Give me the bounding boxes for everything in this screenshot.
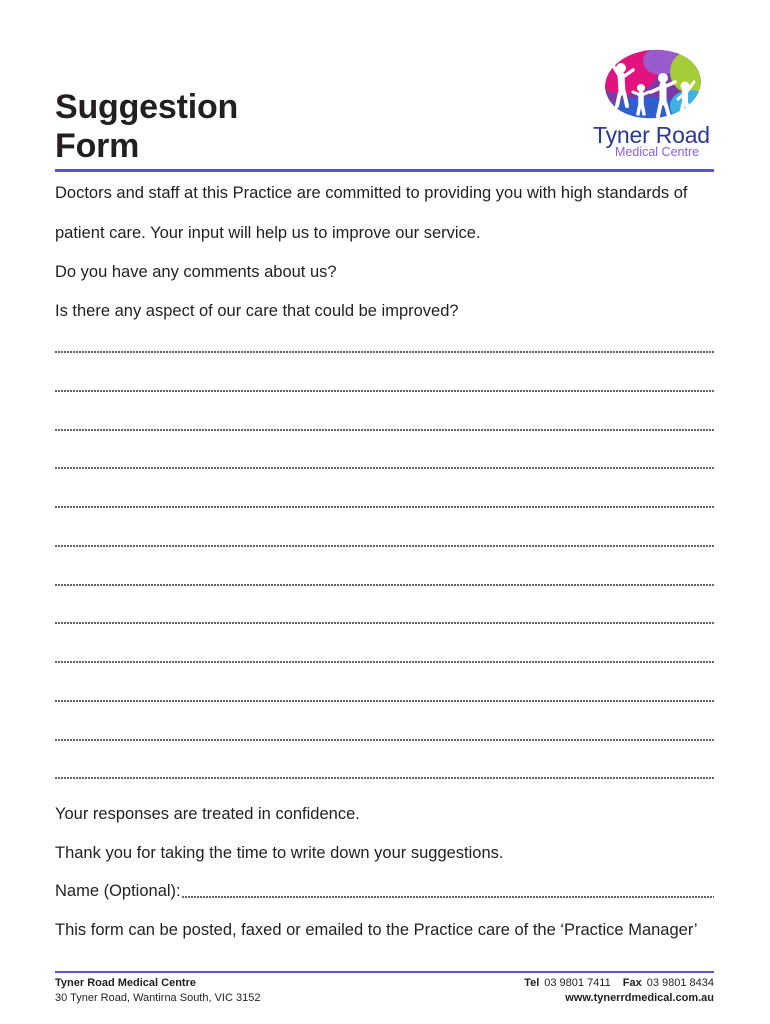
submission-instructions: This form can be posted, faxed or emailed to the Practice care of the ‘Practice Manager’ [55,921,698,939]
footer-website: www.tynerrdmedical.com.au [565,992,714,1004]
page-title-line-1: Suggestion [55,88,239,126]
answer-line[interactable] [55,351,714,353]
name-field[interactable] [182,896,714,898]
confidentiality-note: Your responses are treated in confidence. [55,805,360,823]
answer-line[interactable] [55,506,714,508]
logo-practice-subtitle: Medical Centre [615,145,700,159]
footer-address: 30 Tyner Road, Wantirna South, VIC 3152 [55,992,261,1004]
intro-line-2: patient care. Your input will help us to improve our service. [55,224,481,242]
tel-label: Tel [524,977,540,989]
page-title-line-2: Form [55,127,140,165]
tyner-road-logo-icon [603,48,703,120]
footer-practice-name: Tyner Road Medical Centre [55,977,196,989]
question-improvements: Is there any aspect of our care that could be improved? [55,302,459,320]
answer-line[interactable] [55,739,714,741]
fax-label: Fax [622,977,642,989]
tel-number: 03 9801 7411 [544,977,611,989]
answer-line[interactable] [55,390,714,392]
intro-line-1: Doctors and staff at this Practice are committed to providing you with high standards of [55,184,688,202]
logo-practice-name: Tyner Road [593,122,710,148]
answer-line[interactable] [55,622,714,624]
footer-phone-fax [524,976,714,990]
question-comments: Do you have any comments about us? [55,263,337,281]
answer-line[interactable] [55,545,714,547]
name-field-label: Name (Optional): [55,882,181,900]
answer-line[interactable] [55,700,714,702]
footer-divider [55,971,714,973]
fax-number: 03 9801 8434 [646,977,714,989]
answer-line[interactable] [55,429,714,431]
answer-line[interactable] [55,584,714,586]
answer-line[interactable] [55,467,714,469]
header-divider [55,169,714,172]
thank-you-note: Thank you for taking the time to write down your suggestions. [55,844,504,862]
answer-line[interactable] [55,777,714,779]
answer-line[interactable] [55,661,714,663]
